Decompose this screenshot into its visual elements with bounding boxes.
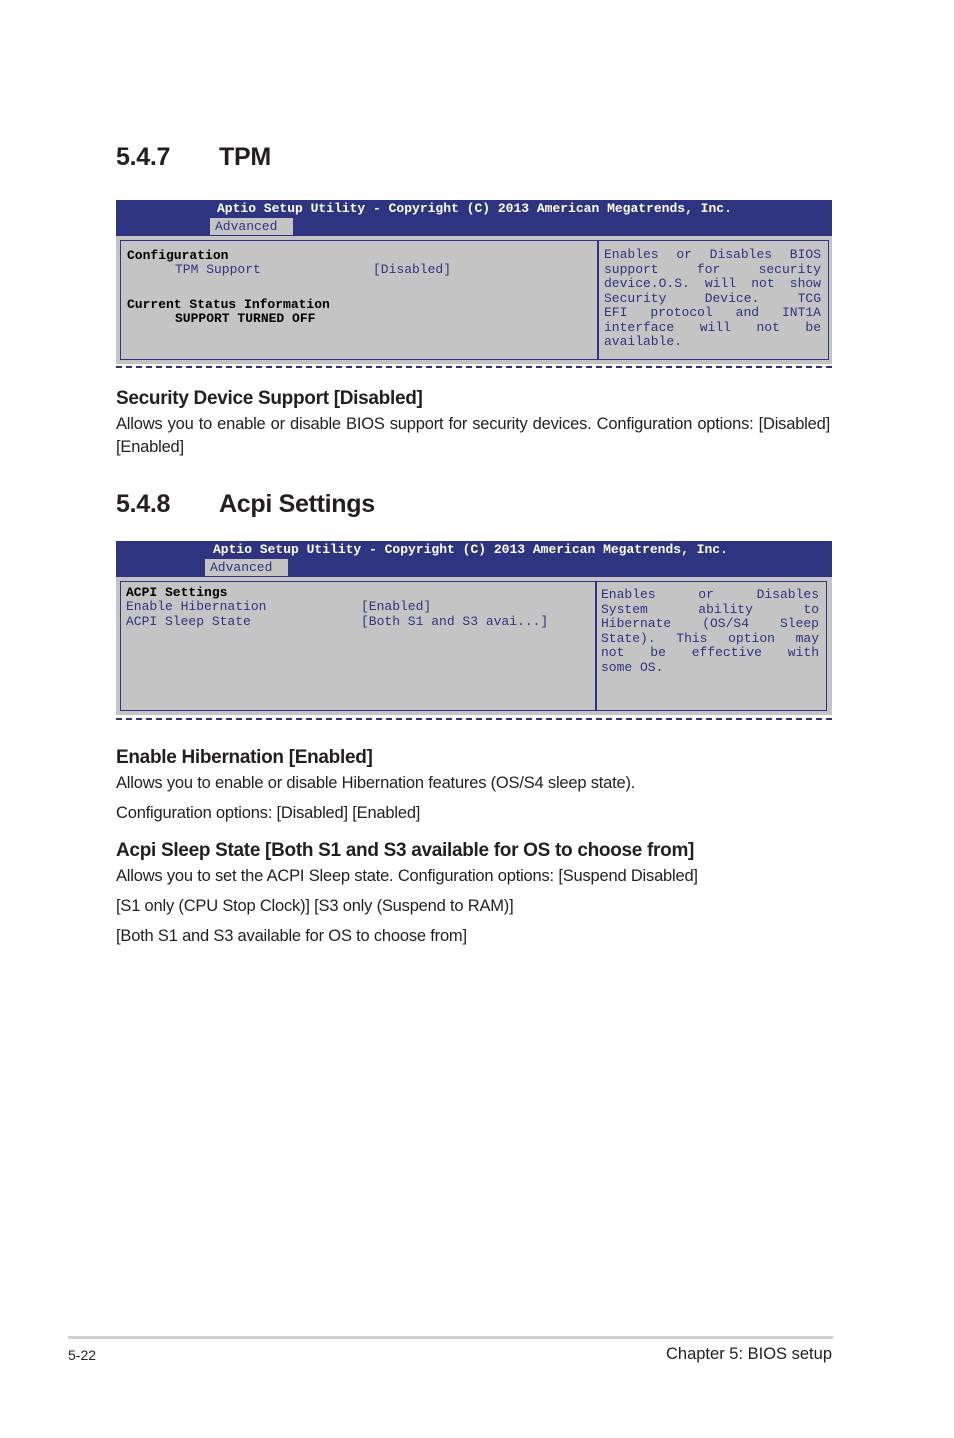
item-heading-security-device: Security Device Support [Disabled]	[116, 388, 423, 409]
section-name: Acpi Settings	[219, 490, 375, 518]
section-title-acpi	[116, 490, 375, 519]
bios-title: Aptio Setup Utility - Copyright (C) 2013 American Megatrends, Inc.	[217, 201, 732, 216]
item-description-security-device: Allows you to enable or disable BIOS support for security devices. Configuration options: [Disabled] [Enabled]	[116, 415, 830, 456]
bios-body	[116, 236, 832, 364]
bios-status-value: SUPPORT TURNED OFF	[175, 311, 316, 326]
bios-item-tpm-support[interactable]: TPM Support	[175, 262, 261, 277]
item-heading-acpi-sleep-state: Acpi Sleep State [Both S1 and S3 available for OS to choose from]	[116, 840, 695, 861]
section-number: 5.4.8	[116, 490, 171, 518]
bios-item-value[interactable]: [Both S1 and S3 avai...]	[361, 614, 549, 629]
help-line: System ability to	[601, 601, 819, 617]
bios-item-acpi-sleep-state[interactable]: ACPI Sleep State	[126, 614, 251, 629]
bios-settings-panel	[120, 240, 598, 360]
bios-tab-advanced[interactable]: Advanced	[205, 559, 288, 576]
bios-group-heading: Configuration	[127, 248, 229, 263]
item-description-acpi-sleep-state: Allows you to set the ACPI Sleep state. Configuration options: [Suspend Disabled]	[116, 867, 698, 885]
help-line: Hibernate (OS/S4 Sleep	[601, 616, 819, 631]
help-line: interface will not be	[604, 319, 821, 335]
page-number: 5-22	[68, 1347, 97, 1363]
help-line: available.	[604, 334, 683, 349]
item-options-acpi-sleep-state: [S1 only (CPU Stop Clock)] [S3 only (Suspend to RAM)]	[116, 897, 514, 915]
help-line: EFI protocol and INT1A	[604, 305, 821, 320]
bios-body	[116, 577, 832, 715]
help-line: some OS.	[601, 659, 664, 675]
bios-screenshot-acpi	[116, 541, 832, 723]
footer-rule	[68, 1336, 833, 1339]
bios-header	[116, 541, 832, 577]
bios-header	[116, 200, 832, 236]
help-line: device.O.S. will not show	[604, 276, 821, 291]
bios-item-enable-hibernation[interactable]: Enable Hibernation	[126, 599, 267, 614]
bios-help-panel	[595, 581, 827, 711]
bios-dashed-border	[116, 366, 832, 368]
chapter-title: Chapter 5: BIOS setup	[665, 1345, 832, 1363]
item-description-enable-hibernation: Allows you to enable or disable Hibernation features (OS/S4 sleep state).	[116, 774, 636, 792]
bios-help-text	[604, 248, 821, 350]
help-line: not be effective with	[601, 645, 819, 660]
item-options-enable-hibernation: Configuration options: [Disabled] [Enabled]	[116, 804, 421, 822]
help-line: support for security	[604, 261, 821, 277]
section-title-tpm	[116, 143, 271, 172]
bios-status-heading: Current Status Information	[127, 297, 330, 312]
help-line: State). This option may	[601, 630, 819, 646]
bios-help-panel	[597, 240, 829, 360]
section-number: 5.4.7	[116, 143, 171, 171]
bios-dashed-border	[116, 718, 832, 720]
bios-title: Aptio Setup Utility - Copyright (C) 2013 American Megatrends, Inc.	[213, 542, 728, 557]
bios-settings-panel	[120, 581, 596, 711]
bios-tab-advanced[interactable]: Advanced	[210, 218, 293, 235]
bios-help-text	[601, 588, 819, 675]
bios-item-value[interactable]: [Enabled]	[361, 599, 432, 614]
bios-group-heading: ACPI Settings	[126, 585, 228, 600]
bios-screenshot-tpm	[116, 200, 832, 368]
section-name: TPM	[219, 143, 271, 171]
bios-item-value[interactable]: [Disabled]	[373, 262, 452, 277]
help-line: Security Device. TCG	[604, 290, 821, 306]
item-heading-enable-hibernation: Enable Hibernation [Enabled]	[116, 747, 373, 768]
help-line: Enables or Disables	[601, 587, 819, 602]
help-line: Enables or Disables BIOS	[604, 247, 821, 262]
item-options-acpi-sleep-state: [Both S1 and S3 available for OS to choose from]	[116, 927, 467, 945]
